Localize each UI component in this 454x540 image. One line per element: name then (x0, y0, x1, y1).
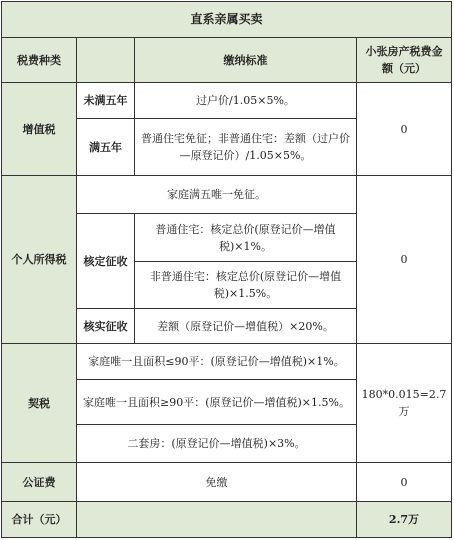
income-tax-actual-text: 差额（原登记价—增值税）×20%。 (134, 308, 357, 344)
income-tax-assessed-nonordinary: 非普通住宅：核定总价(原登记价—增值税)×1.5%。 (134, 261, 357, 309)
vat-label: 增值税 (1, 82, 77, 176)
total-amount: 2.7万 (356, 501, 452, 538)
header-standard: 缴纳标准 (134, 37, 357, 83)
vat-under5-label: 未满五年 (76, 82, 135, 119)
vat-under5-text: 过户价/1.05×5%。 (134, 82, 357, 119)
income-tax-exempt: 家庭满五唯一免征。 (76, 175, 357, 214)
total-label: 合计（元） (1, 501, 77, 538)
header-amount: 小张房产税费金额（元） (356, 37, 452, 83)
income-tax-actual-label: 核实征收 (76, 308, 135, 344)
deed-tax-row2: 家庭唯一且面积≥90平：(原登记价—增值税)×1.5%。 (76, 379, 357, 425)
vat-over5-label: 满五年 (76, 118, 135, 176)
table-title: 直系亲属买卖 (1, 1, 452, 38)
vat-over5-text: 普通住宅免征；非普通住宅：差额（过户价—原登记价）/1.05×5%。 (134, 118, 357, 176)
deed-tax-row3: 二套房：(原登记价—增值税)×3%。 (76, 424, 357, 463)
deed-tax-row1: 家庭唯一且面积≤90平：(原登记价—增值税)×1%。 (76, 343, 357, 380)
income-tax-assessed-label: 核定征收 (76, 213, 135, 309)
income-tax-amount: 0 (356, 175, 452, 344)
income-tax-assessed-ordinary: 普通住宅：核定总价(原登记价—增值税)×1%。 (134, 213, 357, 262)
notary-text: 免缴 (76, 462, 357, 502)
header-blank (76, 37, 135, 83)
header-tax-type: 税费种类 (1, 37, 77, 83)
total-blank (76, 501, 357, 538)
tax-table (1, 1, 452, 538)
vat-amount: 0 (356, 82, 452, 176)
notary-amount: 0 (356, 462, 452, 502)
notary-label: 公证费 (1, 462, 77, 502)
deed-tax-amount: 180*0.015=2.7万 (356, 343, 452, 463)
deed-tax-label: 契税 (1, 343, 77, 463)
income-tax-label: 个人所得税 (1, 175, 77, 344)
